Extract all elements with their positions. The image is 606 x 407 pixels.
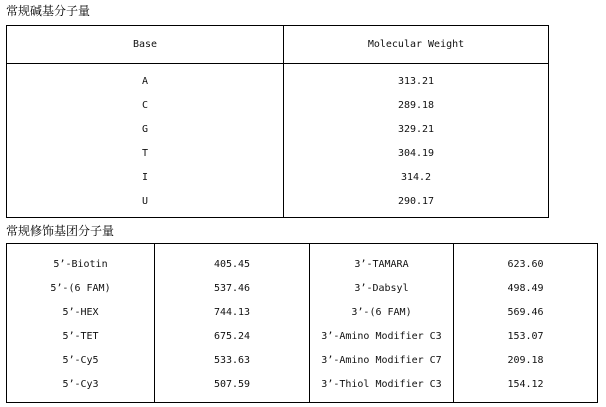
modification-name-cell: 5’-TET [62,331,99,342]
modification-weight-cell: 537.46 [213,283,251,294]
modification-weight-cell: 569.46 [507,307,544,318]
modification-name-cell: 3’-Dabsyl [354,283,409,294]
weight-cell: 290.17 [397,196,435,207]
modification-weight-cell: 533.63 [213,355,251,366]
modification-weight-cell: 405.45 [213,259,251,270]
base-cell: C [141,100,149,111]
modification-weight-cell: 209.18 [507,355,544,366]
modification-name-cell: 5’-Biotin [53,259,108,270]
modification-name-cell: 3’-Amino Modifier C7 [321,355,442,366]
base-weight-table [6,25,549,218]
modification-name-cell: 3’-Amino Modifier C3 [321,331,442,342]
modification-weight-cell: 498.49 [507,283,544,294]
weight-cell: 329.21 [397,124,435,135]
modification-weight-cell: 744.13 [213,307,251,318]
weight-cell: 313.21 [397,76,435,87]
weight-cell: 304.19 [397,148,435,159]
weight-cell: 314.2 [400,172,432,183]
modification-weight-cell: 675.24 [213,331,251,342]
modification-weight-table [6,243,598,403]
modification-name-cell: 3’-(6 FAM) [351,307,412,318]
modification-name-cell: 5’-HEX [62,307,99,318]
modification-weight-cell: 507.59 [213,379,251,390]
base-cell: T [141,148,149,159]
modification-weight-cell: 154.12 [507,379,544,390]
modification-weight-cell: 623.60 [507,259,544,270]
column-header-base: Base [132,39,158,50]
base-cell: G [141,124,149,135]
modification-name-cell: 5’-(6 FAM) [50,283,111,294]
modification-weight-cell: 153.07 [507,331,544,342]
modification-section-heading: 常规修饰基团分子量 [6,224,115,238]
base-cell: U [141,196,149,207]
base-section-heading: 常规碱基分子量 [6,4,91,18]
modification-name-cell: 5’-Cy3 [62,379,99,390]
column-header-molecular-weight: Molecular Weight [367,39,465,50]
weight-cell: 289.18 [397,100,435,111]
column-divider [283,26,284,217]
table-header-row [7,26,548,64]
modification-name-cell: 3’-Thiol Modifier C3 [321,379,442,390]
modification-name-cell: 5’-Cy5 [62,355,99,366]
base-cell: I [141,172,149,183]
modification-name-cell: 3’-TAMARA [354,259,409,270]
base-cell: A [141,76,149,87]
